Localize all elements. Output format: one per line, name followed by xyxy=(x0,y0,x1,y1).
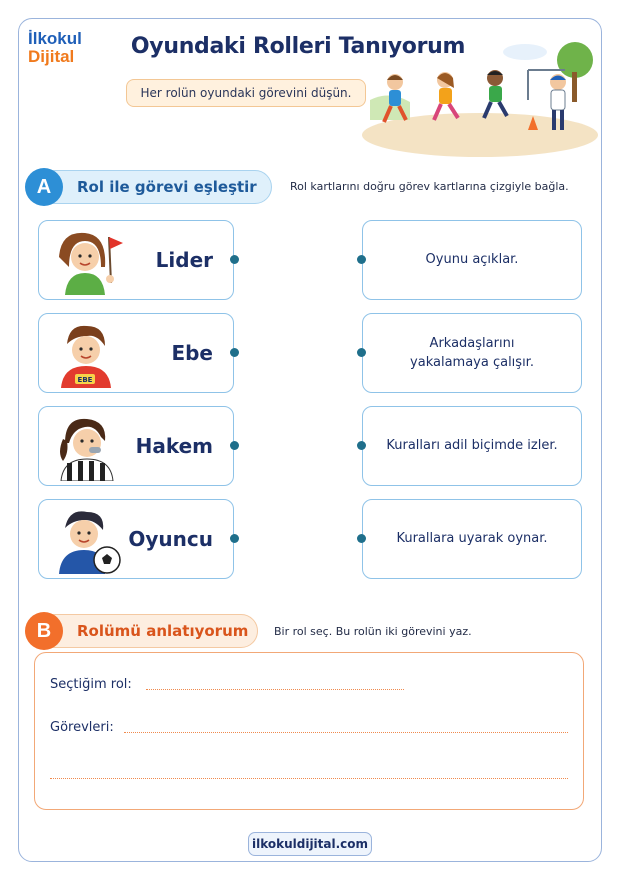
task-card-3[interactable] xyxy=(362,406,582,486)
tasks-line-1[interactable] xyxy=(124,732,568,733)
role-name-oyuncu: Oyuncu xyxy=(128,527,213,551)
brand-line-2: Dijital xyxy=(28,46,75,66)
children-playing-illustration xyxy=(350,30,600,160)
role-card-oyuncu[interactable] xyxy=(38,499,234,579)
boy-with-ebe-shirt-icon xyxy=(51,320,123,388)
girl-with-flag-icon xyxy=(51,227,123,295)
section-a-title: Rol ile görevi eşleştir xyxy=(77,178,257,196)
role-card-ebe[interactable] xyxy=(38,313,234,393)
section-b-title: Rolümü anlatıyorum xyxy=(77,622,249,640)
task-text-3: Kuralları adil biçimde izler. xyxy=(386,438,558,454)
role-card-hakem[interactable] xyxy=(38,406,234,486)
task-card-4[interactable] xyxy=(362,499,582,579)
role-name-hakem: Hakem xyxy=(135,434,213,458)
brand-logo xyxy=(28,30,82,66)
footer-website[interactable]: ilkokuldijital.com xyxy=(248,832,372,856)
writing-area xyxy=(34,652,584,810)
ebe-shirt-text: EBE xyxy=(77,376,93,384)
role-name-ebe: Ebe xyxy=(171,341,213,365)
selected-role-label: Seçtiğim rol: xyxy=(50,677,132,692)
task-card-2[interactable] xyxy=(362,313,582,393)
brand-line-1: İlkokul xyxy=(28,29,82,48)
task-card-1[interactable] xyxy=(362,220,582,300)
section-a-badge: A xyxy=(25,168,63,206)
page-subtitle: Her rolün oyundaki görevini düşün. xyxy=(126,79,366,107)
boy-with-ball-icon xyxy=(51,506,123,574)
connect-dot-task-2[interactable] xyxy=(357,348,366,357)
role-name-lider: Lider xyxy=(155,248,213,272)
section-b-badge: B xyxy=(25,612,63,650)
referee-with-whistle-icon xyxy=(51,413,123,481)
section-b-instruction: Bir rol seç. Bu rolün iki görevini yaz. xyxy=(274,625,472,638)
tasks-label: Görevleri: xyxy=(50,720,114,735)
connect-dot-role-2[interactable] xyxy=(230,348,239,357)
task-text-1: Oyunu açıklar. xyxy=(425,252,519,268)
section-a-header xyxy=(28,170,272,204)
connect-dot-role-4[interactable] xyxy=(230,534,239,543)
connect-dot-role-3[interactable] xyxy=(230,441,239,450)
connect-dot-role-1[interactable] xyxy=(230,255,239,264)
role-card-lider[interactable] xyxy=(38,220,234,300)
task-text-4: Kurallara uyarak oynar. xyxy=(396,531,548,547)
section-a-instruction: Rol kartlarını doğru görev kartlarına çizgiyle bağla. xyxy=(290,180,569,193)
section-b-header xyxy=(28,614,258,648)
selected-role-line[interactable] xyxy=(146,689,404,690)
connect-dot-task-4[interactable] xyxy=(357,534,366,543)
connect-dot-task-3[interactable] xyxy=(357,441,366,450)
task-text-2: Arkadaşlarını yakalamaya çalışır. xyxy=(410,335,534,370)
tasks-line-2[interactable] xyxy=(50,778,568,779)
page-title: Oyundaki Rolleri Tanıyorum xyxy=(130,34,466,59)
connect-dot-task-1[interactable] xyxy=(357,255,366,264)
